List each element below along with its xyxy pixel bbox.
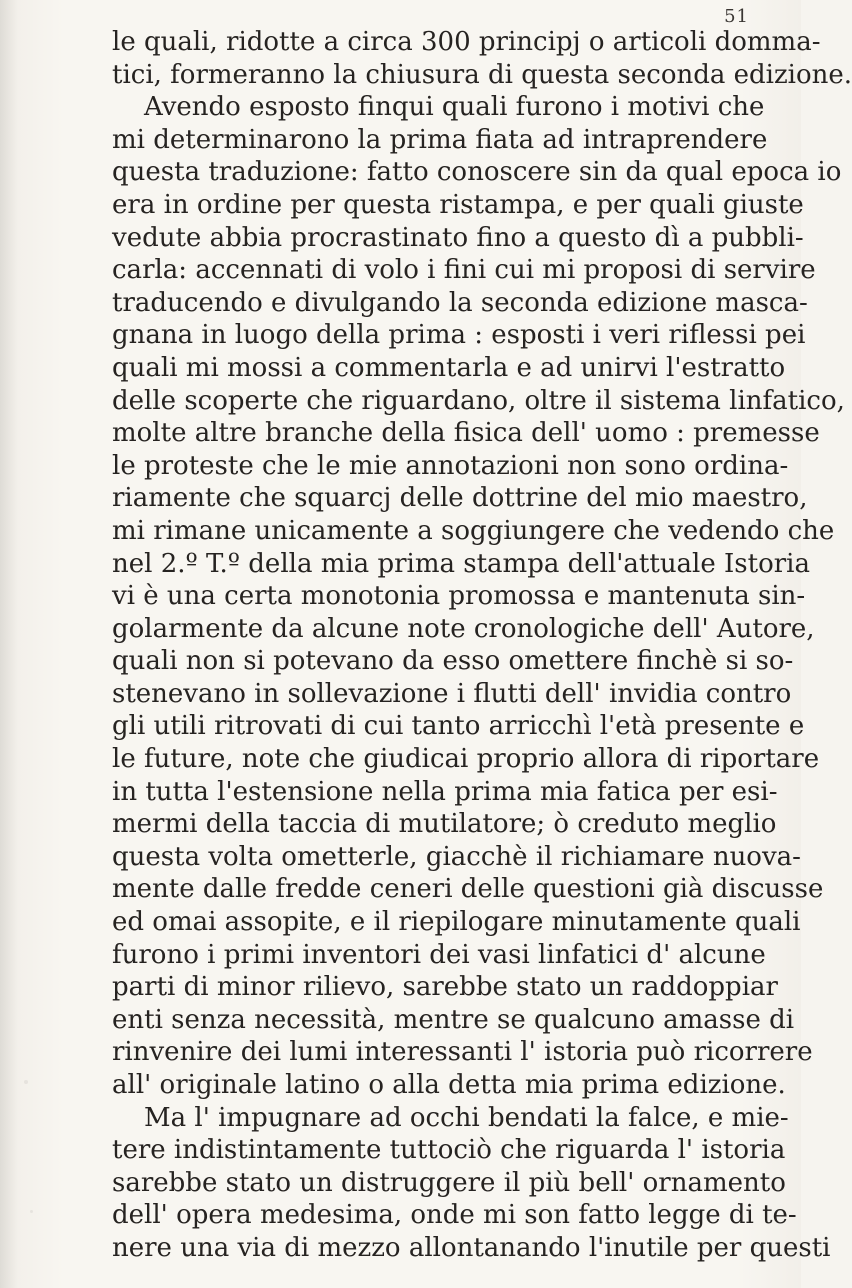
text-line: gnana in luogo della prima : esposti i veri riflessi pei xyxy=(112,320,806,351)
text-line: sarebbe stato un distruggere il più bell' ornamento xyxy=(112,1167,786,1198)
text-line: furono i primi inventori dei vasi linfatici d' alcune xyxy=(112,939,766,970)
text-line: quali mi mossi a commentarla e ad unirvi l'estratto xyxy=(112,352,786,383)
text-line: molte altre branche della fisica dell' uomo : premesse xyxy=(112,418,820,449)
text-line: mente dalle fredde ceneri delle questioni già discusse xyxy=(112,874,824,905)
text-line: parti di minor rilievo, sarebbe stato un raddoppiar xyxy=(112,972,778,1003)
text-line: le proteste che le mie annotazioni non sono ordina- xyxy=(112,450,789,481)
text-line: carla: accennati di volo i fini cui mi proposi di servire xyxy=(112,255,816,286)
text-line: Ma l' impugnare ad occhi bendati la falce, e mie- xyxy=(144,1102,789,1133)
text-line: vi è una certa monotonia promossa e mantenuta sin- xyxy=(112,581,806,612)
text-line: questa traduzione: fatto conoscere sin da qual epoca io xyxy=(112,157,842,188)
text-line: questa volta ometterle, giacchè il richiamare nuova- xyxy=(112,841,801,872)
page-number: 51 xyxy=(724,6,749,27)
text-line: gli utili ritrovati di cui tanto arricchì l'età presente e xyxy=(112,711,805,742)
text-line: le quali, ridotte a circa 300 principj o articoli domma- xyxy=(112,27,821,57)
text-line: mi determinarono la prima fiata ad intraprendere xyxy=(112,124,768,155)
text-line: tere indistintamente tuttociò che riguarda l' istoria xyxy=(112,1135,786,1166)
text-line: riamente che squarcj delle dottrine del mio maestro, xyxy=(112,483,808,514)
paper-spot xyxy=(30,1210,33,1213)
text-line: tici, formeranno la chiusura di questa seconda edizione. xyxy=(112,59,852,90)
text-line: enti senza necessità, mentre se qualcuno amasse di xyxy=(112,1004,795,1035)
text-line: delle scoperte che riguardano, oltre il sistema linfatico, xyxy=(112,385,845,416)
binding-shadow xyxy=(0,0,18,1288)
text-line: mi rimane unicamente a soggiungere che vedendo che xyxy=(112,515,835,546)
text-line: stenevano in sollevazione i flutti dell' invidia contro xyxy=(112,678,792,709)
body-text xyxy=(112,26,852,1265)
text-line: all' originale latino o alla detta mia prima edizione. xyxy=(112,1070,786,1100)
text-line: Avendo esposto finqui quali furono i motivi che xyxy=(144,92,765,123)
text-line: traducendo e divulgando la seconda edizione masca- xyxy=(112,287,808,318)
text-line: quali non si potevano da esso omettere finchè si so- xyxy=(112,646,794,677)
text-line: nere una via di mezzo allontanando l'inutile per questi xyxy=(112,1232,831,1263)
paper-spot xyxy=(24,1080,28,1084)
text-line: vedute abbia procrastinato fino a questo dì a pubbli- xyxy=(112,222,804,253)
text-line: era in ordine per questa ristampa, e per quali giuste xyxy=(112,189,804,220)
text-line: rinvenire dei lumi interessanti l' istoria può ricorrere xyxy=(112,1037,813,1068)
text-line: le future, note che giudicai proprio allora di riportare xyxy=(112,744,820,775)
text-line: dell' opera medesima, onde mi son fatto legge di te- xyxy=(112,1200,797,1231)
text-line: in tutta l'estensione nella prima mia fatica per esi- xyxy=(112,776,778,807)
text-line: nel 2.º T.º della mia prima stampa dell'attuale Istoria xyxy=(112,548,810,579)
text-line: mermi della taccia di mutilatore; ò creduto meglio xyxy=(112,809,777,840)
text-line: golarmente da alcune note cronologiche dell' Autore, xyxy=(112,613,815,644)
text-line: ed omai assopite, e il riepilogare minutamente quali xyxy=(112,907,801,938)
